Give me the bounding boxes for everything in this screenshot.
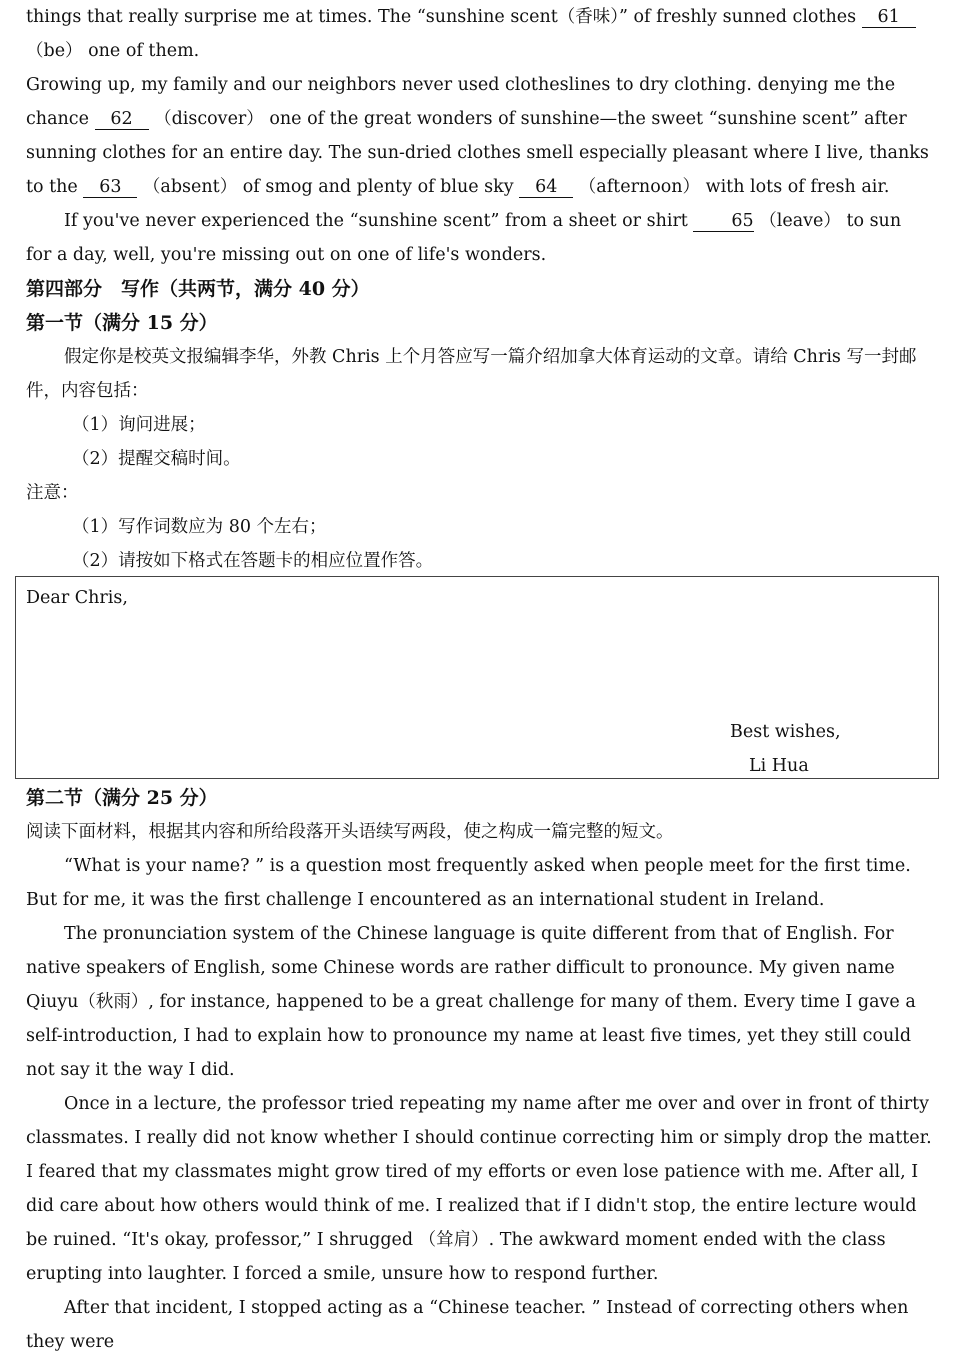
- blank-62: 62: [95, 109, 149, 130]
- story-paragraph-4: After that incident, I stopped acting as a “Chinese teacher. ” Instead of correcting others when they were: [26, 1298, 909, 1352]
- passage-paragraph-3: If you've never experienced the “sunshine scent” from a sheet or shirt 65 （leave） to sun for a day, well, you're missing out on one of life's wonders.: [26, 211, 902, 265]
- section1-title: 第一节（满分 15 分）: [26, 312, 218, 334]
- blank-61: 61: [862, 7, 916, 28]
- letter-signature: Li Hua: [749, 756, 809, 776]
- story-paragraph-2: The pronunciation system of the Chinese language is quite different from that of English. For native speakers of English, some Chinese words are rather difficult to pronounce. My given name Qiuyu（秋雨）, for instance, happened to be a great challenge for many of them. Every time I gave a self-introduction, I had to explain how to pronounce my name at least five times, yet they still could not say it the way I did.: [26, 924, 916, 1080]
- section2-title: 第二节（满分 25 分）: [26, 787, 218, 809]
- story-paragraph-3: Once in a lecture, the professor tried repeating my name after me over and over in front of thirty classmates. I really did not know whether I should continue correcting him or simply drop the matter. I feared that my classmates might grow tired of my efforts or even lose patience with me. After all, I did care about how others would think of me. I realized that if I didn't stop, the entire lecture would be ruined. “It's okay, professor,” I shrugged （耸肩）. The awkward moment ended with the class erupting into laughter. I forced a smile, unsure how to respond further.: [26, 1094, 932, 1284]
- writing-prompt: 假定你是校英文报编辑李华，外教 Chris 上个月答应写一篇介绍加拿大体育运动的文章。请给 Chris 写一封邮件，内容包括：: [26, 347, 917, 401]
- note-item-1: （1）写作词数应为 80 个左右；: [72, 517, 327, 537]
- passage-line-1: things that really surprise me at times. The “sunshine scent（香味）” of freshly sunned clothes 61 （be） one of them.: [26, 0, 932, 68]
- section2-instruction: 阅读下面材料，根据其内容和所给段落开头语续写两段，使之构成一篇完整的短文。: [26, 822, 674, 842]
- blank-65: 65: [693, 211, 753, 232]
- note-item-2: （2）请按如下格式在答题卡的相应位置作答。: [72, 551, 434, 571]
- prompt-item-2: （2）提醒交稿时间。: [72, 449, 241, 469]
- part4-title: 第四部分 写作（共两节，满分 40 分）: [26, 278, 370, 300]
- prompt-item-1: （1）询问进展；: [72, 415, 206, 435]
- blank-64: 64: [519, 177, 573, 198]
- story-paragraph-1: “What is your name? ” is a question most frequently asked when people meet for the first time. But for me, it was the first challenge I encountered as an international student in Ireland.: [26, 856, 911, 910]
- passage-paragraph-2: Growing up, my family and our neighbors never used clotheslines to dry clothing. denying me the chance 62 （discover） one of the great wonders of sunshine—the sweet “sunshine scent” after sunning clothes for an entire day. The sun-dried clothes smell especially pleasant where I live, thanks to the 63 （absent） of smog and plenty of blue sky 64 （afternoon） with lots of fresh air.: [26, 75, 929, 197]
- blank-63: 63: [83, 177, 137, 198]
- letter-greeting: Dear Chris,: [26, 588, 128, 608]
- passage: [26, 0, 932, 578]
- section2: [26, 781, 932, 1359]
- letter-closing: Best wishes,: [730, 722, 841, 742]
- note-label: 注意：: [26, 483, 79, 503]
- letter-answer-box: [15, 576, 939, 779]
